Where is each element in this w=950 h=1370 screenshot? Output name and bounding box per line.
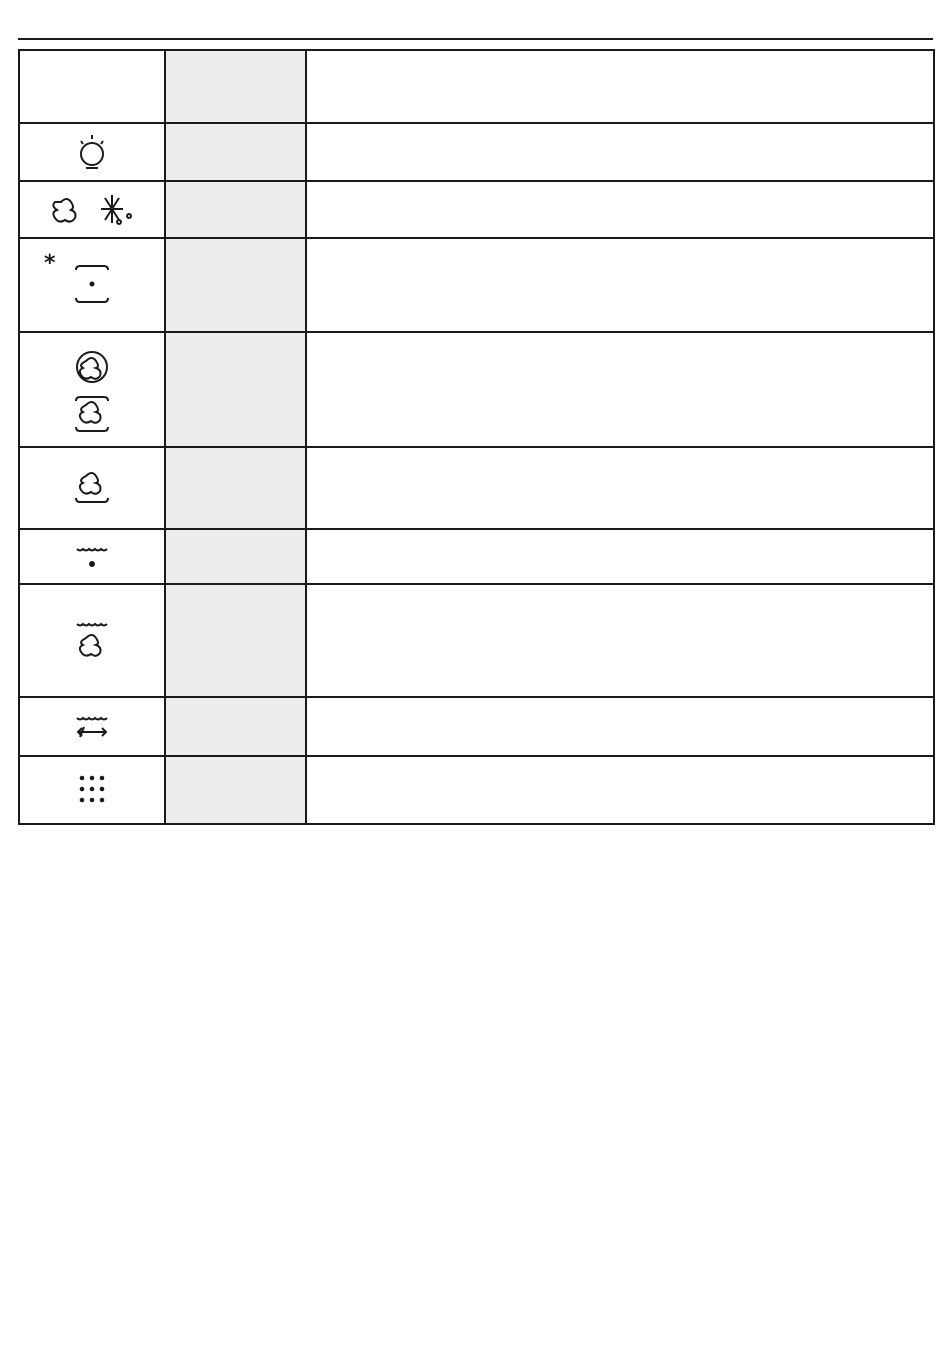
description-cell	[306, 447, 934, 529]
wide-grill-icon	[70, 710, 114, 744]
function-cell	[165, 756, 306, 824]
fan-defrost-icon	[47, 190, 137, 230]
description-cell	[306, 697, 934, 756]
description-cell	[306, 332, 934, 447]
table-row	[19, 447, 934, 529]
description-cell	[306, 756, 934, 824]
symbol-cell	[19, 50, 165, 123]
table-row	[19, 584, 934, 697]
keypad-icon	[72, 770, 112, 810]
fan-bottom-heat-icon	[70, 466, 114, 510]
description-cell	[306, 584, 934, 697]
function-cell	[165, 697, 306, 756]
symbol-cell	[19, 697, 165, 756]
function-cell	[165, 123, 306, 181]
table-row	[19, 697, 934, 756]
bottom-heat-icon	[70, 260, 114, 310]
asterisk-mark: *	[44, 251, 56, 276]
grill-icon	[70, 540, 114, 574]
symbol-cell	[19, 238, 165, 332]
table-row	[19, 50, 934, 123]
table-row	[19, 238, 934, 332]
fan-ring-icon	[70, 345, 114, 435]
description-cell	[306, 238, 934, 332]
symbol-cell	[19, 584, 165, 697]
table-row	[19, 756, 934, 824]
symbol-cell	[19, 123, 165, 181]
symbols-table	[18, 49, 935, 825]
function-cell	[165, 181, 306, 238]
lamp-icon	[72, 130, 112, 174]
function-cell	[165, 584, 306, 697]
function-cell	[165, 529, 306, 584]
symbol-cell	[19, 332, 165, 447]
table-row	[19, 529, 934, 584]
description-cell	[306, 50, 934, 123]
fan-grill-icon	[70, 616, 114, 666]
description-cell	[306, 181, 934, 238]
table-row	[19, 332, 934, 447]
symbol-cell	[19, 447, 165, 529]
table-row	[19, 181, 934, 238]
function-cell	[165, 238, 306, 332]
symbol-cell	[19, 529, 165, 584]
description-cell	[306, 123, 934, 181]
symbol-cell	[19, 181, 165, 238]
description-cell	[306, 529, 934, 584]
top-rule	[18, 38, 933, 40]
function-cell	[165, 50, 306, 123]
symbol-cell	[19, 756, 165, 824]
function-cell	[165, 447, 306, 529]
table-row	[19, 123, 934, 181]
function-cell	[165, 332, 306, 447]
